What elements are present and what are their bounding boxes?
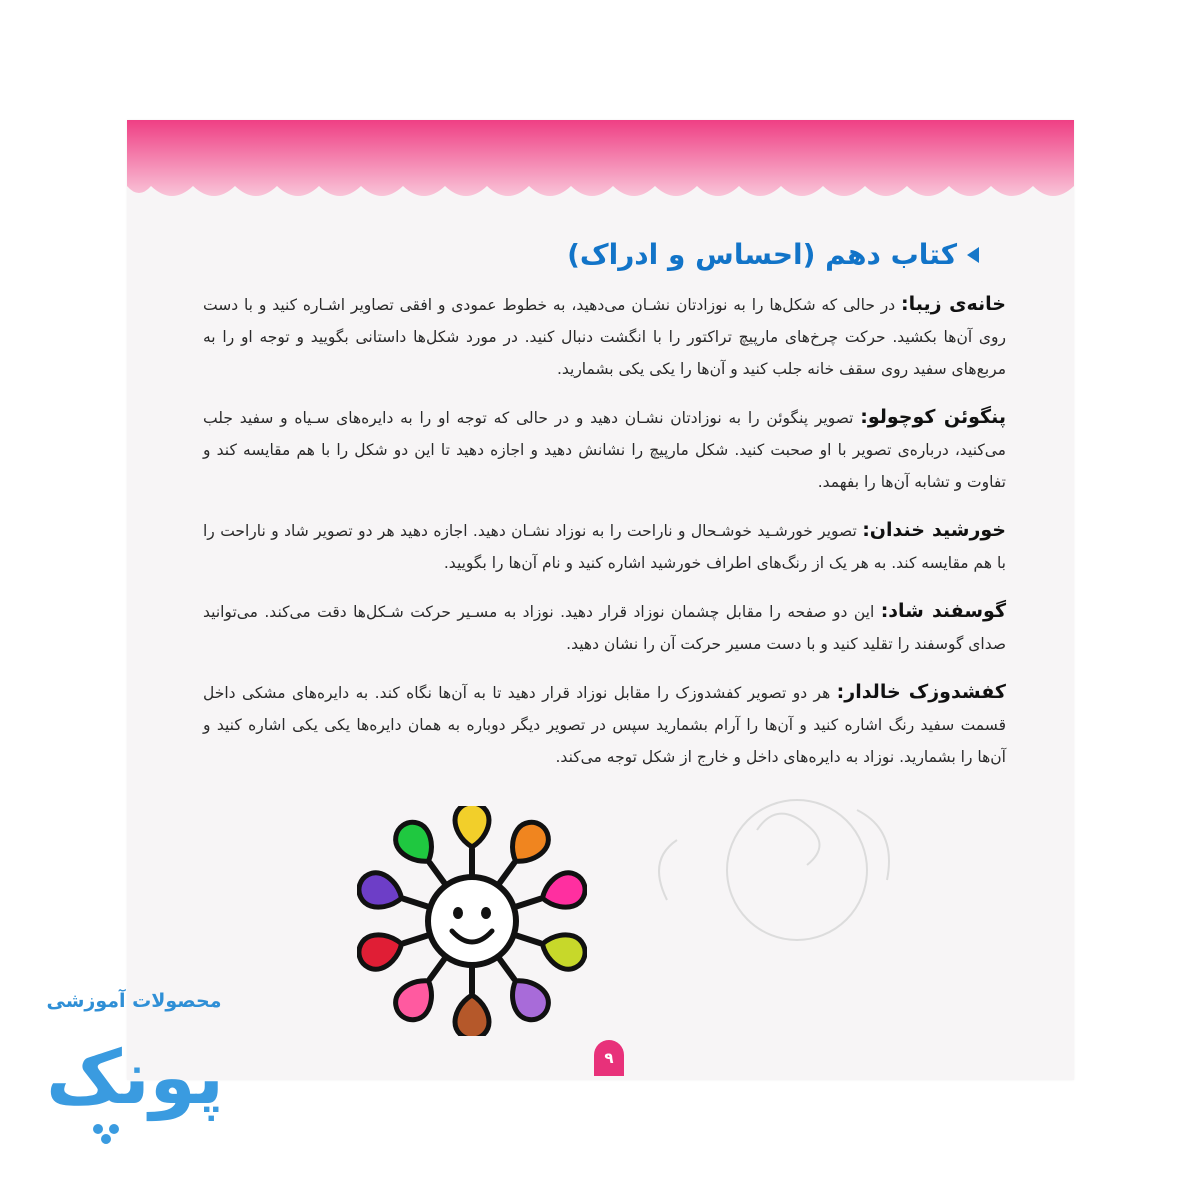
- section-title: کتاب دهم (احساس و ادراک): [567, 238, 957, 271]
- paragraph-text: تصویر خورشـید خوشـحال و ناراحت را به نوزاد نشـان دهید. اجازه دهید هر دو تصویر شاد و ناراحت را با هم مقایسه کند. به هر یک از رنگ‌های اطراف خورشید اشاره کنید و نام آن‌ها را بگویید.: [203, 522, 1006, 572]
- paragraph-text: هر دو تصویر کفشدوزک را مقابل نوزاد قرار دهید تا به آن‌ها نگاه کند. به دایره‌های مشکی داخل قسمت سفید رنگ اشاره کنید و آن‌ها را آرام بشمارید سپس در تصویر دیگر دوباره به همان دایره‌ها یکی یکی اشاره کنید و آن‌ها را بشمارید. نوزاد به دایره‌های داخل و خارج از شکل توجه می‌کند.: [203, 684, 1006, 766]
- body-text: [203, 288, 1006, 789]
- paragraph-heading: خورشید خندان:: [862, 519, 1006, 541]
- paragraph-text: در حالی که شکل‌ها را به نوزادتان نشـان می‌دهید، به خطوط عمودی و افقی تصاویر اشـاره کنید و با دست روی آن‌ها بکشید. حرکت چرخ‌های مارپیچ تراکتور را با انگشت دنبال کنید. در مورد شکل‌ها داستانی بگویید و توجه او را به مربع‌های سفید روی سقف خانه جلب کنید و آن‌ها را یکی یکی بشمارید.: [203, 296, 1006, 378]
- paragraph-little-penguin: [203, 401, 1006, 498]
- paragraph-beautiful-house: [203, 288, 1006, 385]
- brand-logo: [40, 1025, 230, 1145]
- title-arrow-icon: [967, 247, 979, 263]
- page-number: ۹: [594, 1040, 624, 1076]
- show-through-drawing: [607, 740, 927, 960]
- paragraph-text: تصویر پنگوئن را به نوزادتان نشـان دهید و در حالی که توجه او را به دایره‌های سـیاه و سفید جلب می‌کنید، درباره‌ی تصویر با او صحبت کنید. شکل مارپیچ را نشانش دهید و اجازه دهید تا این دو شکل را با هم مقایسه کند و تفاوت و تشابه آن‌ها را بفهمد.: [203, 409, 1006, 491]
- paragraph-smiling-sun: [203, 514, 1006, 579]
- brand-logo-text: پونک: [46, 1035, 224, 1121]
- paragraph-heading: گوسفند شاد:: [880, 600, 1007, 622]
- paragraph-text: این دو صفحه را مقابل چشمان نوزاد قرار دهید. نوزاد به مسـیر حرکت شـکل‌ها دقت می‌کند. می‌توانید صدای گوسفند را تقلید کنید و با دست مسیر حرکت آن را نشان دهید.: [203, 603, 1006, 653]
- paragraph-happy-sheep: [203, 595, 1006, 660]
- book-page: [127, 120, 1074, 1080]
- paragraph-heading: کفشدوزک خالدار:: [836, 681, 1006, 703]
- section-title-row: [567, 238, 979, 271]
- paragraph-heading: خانه‌ی زیبا:: [901, 293, 1006, 315]
- smiling-sun-illustration: [357, 806, 587, 1036]
- paragraph-heading: پنگوئن کوچولو:: [860, 406, 1006, 428]
- scalloped-pink-band: [127, 120, 1074, 200]
- brand-subtitle: محصولات آموزشی: [46, 990, 222, 1012]
